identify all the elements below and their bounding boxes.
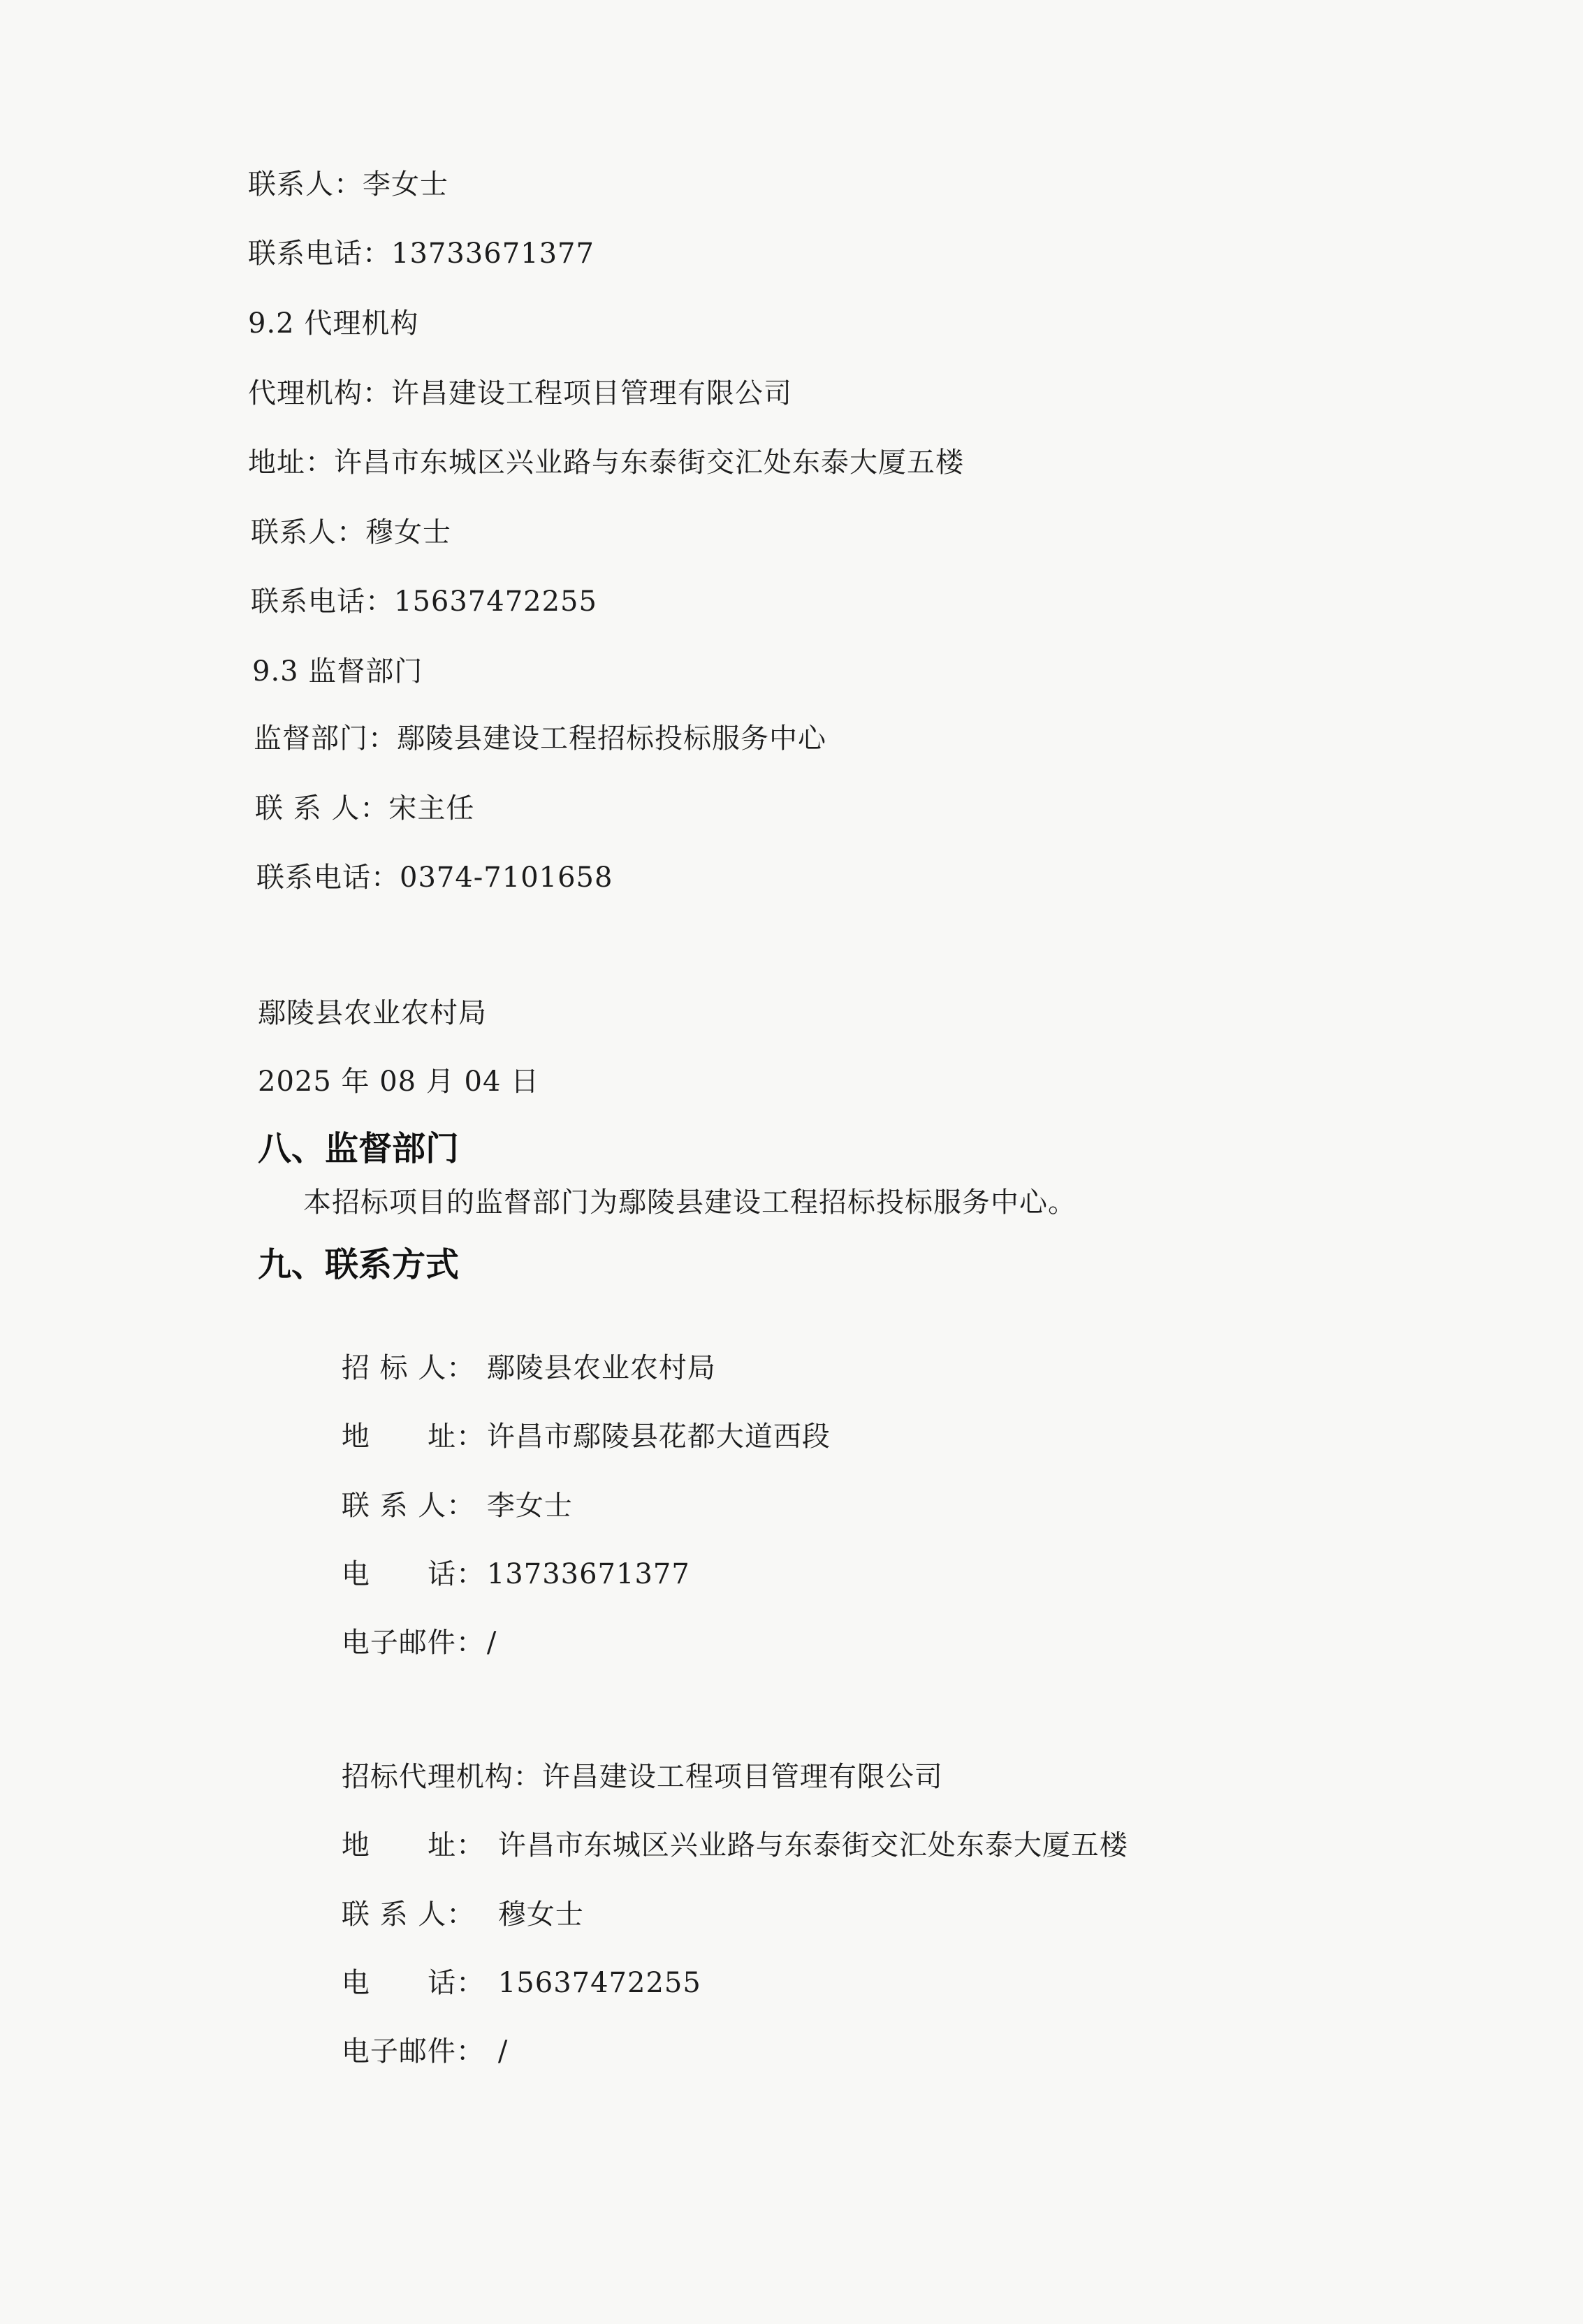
tenderer-address-value: 许昌市鄢陵县花都大道西段: [486, 1421, 831, 1453]
supervision-section-title: 9.3 监督部门: [252, 655, 423, 688]
agency2-phone-label: 电 话：: [341, 1967, 486, 1999]
agency2-name-label: 招标代理机构：: [341, 1761, 542, 1793]
tenderer-phone-label: 电 话：: [341, 1558, 486, 1590]
agency2-email-row: [303, 1997, 508, 2106]
section8-heading: 八、监督部门: [258, 1129, 460, 1168]
supervision-phone: 联系电话：0374-7101658: [256, 862, 613, 894]
agency2-phone-value: 15637472255: [497, 1967, 701, 1999]
tenderer-phone-value: 13733671377: [486, 1558, 690, 1590]
agency-contact: 联系人：穆女士: [251, 516, 451, 549]
section8-text: 本招标项目的监督部门为鄢陵县建设工程招标投标服务中心。: [303, 1186, 1077, 1219]
supervision-dept: 监督部门：鄢陵县建设工程招标投标服务中心: [254, 722, 826, 755]
section9-heading: 九、联系方式: [258, 1245, 460, 1284]
tenderer-contact: 联系人：李女士: [248, 168, 448, 201]
signature-org: 鄢陵县农业农村局: [258, 997, 487, 1029]
agency-name: 代理机构：许昌建设工程项目管理有限公司: [248, 377, 792, 409]
agency-address: 地址：许昌市东城区兴业路与东泰街交汇处东泰大厦五楼: [248, 446, 964, 479]
agency-section-title: 9.2 代理机构: [248, 307, 419, 340]
agency2-name-value: 许昌建设工程项目管理有限公司: [541, 1761, 943, 1793]
tenderer-contact-label: 联 系 人：: [341, 1490, 476, 1522]
agency2-email-label: 电子邮件：: [341, 2035, 485, 2068]
tenderer-email-label: 电子邮件：: [341, 1627, 485, 1659]
tenderer-name-value: 鄢陵县农业农村局: [486, 1352, 716, 1384]
tenderer-contact-value: 李女士: [486, 1490, 573, 1522]
signature-date: 2025 年 08 月 04 日: [258, 1066, 540, 1098]
tenderer-phone: 联系电话：13733671377: [248, 238, 594, 270]
tenderer-name-label: 招 标 人：: [341, 1352, 476, 1384]
agency2-address-label: 地 址：: [341, 1829, 486, 1861]
agency2-contact-label: 联 系 人：: [341, 1898, 476, 1931]
supervision-contact: 联 系 人：宋主任: [255, 792, 475, 825]
agency2-address-value: 许昌市东城区兴业路与东泰街交汇处东泰大厦五楼: [497, 1829, 1128, 1861]
tenderer-email-value: /: [486, 1627, 497, 1659]
agency-phone: 联系电话：15637472255: [251, 586, 597, 618]
tenderer-address-label: 地 址：: [341, 1421, 486, 1453]
agency2-contact-value: 穆女士: [497, 1898, 584, 1931]
agency2-email-value: /: [497, 2035, 509, 2068]
tenderer-email-row: [303, 1588, 497, 1697]
